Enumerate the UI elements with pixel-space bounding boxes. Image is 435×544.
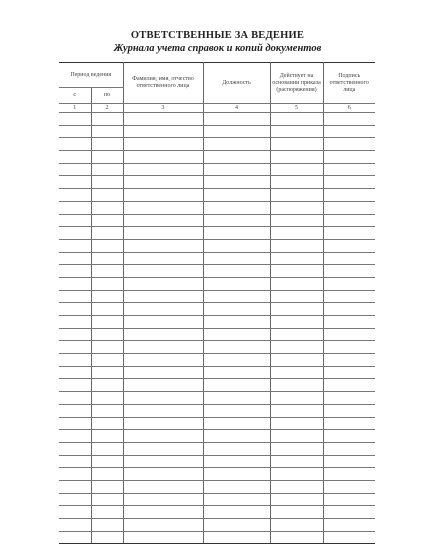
table-cell — [203, 303, 270, 316]
table-row — [59, 506, 375, 519]
table-cell — [123, 506, 203, 519]
table-row — [59, 392, 375, 405]
table-cell — [203, 354, 270, 367]
table-cell — [123, 430, 203, 443]
table-cell — [123, 379, 203, 392]
table-cell — [59, 341, 91, 354]
table-cell — [59, 151, 91, 164]
table-cell — [323, 290, 375, 303]
column-number: 4 — [203, 104, 270, 113]
table-cell — [59, 277, 91, 290]
table-cell — [270, 214, 323, 227]
table-cell — [203, 442, 270, 455]
table-cell — [323, 214, 375, 227]
table-row — [59, 316, 375, 329]
header-period: Период ведения — [59, 63, 123, 88]
table-cell — [123, 277, 203, 290]
table-cell — [203, 316, 270, 329]
table-cell — [270, 354, 323, 367]
table-row — [59, 366, 375, 379]
table-cell — [323, 506, 375, 519]
table-row — [59, 265, 375, 278]
table-cell — [59, 531, 91, 544]
header-position: Должность — [203, 63, 270, 104]
table-cell — [270, 252, 323, 265]
table-cell — [91, 265, 123, 278]
table-cell — [270, 328, 323, 341]
table-row — [59, 227, 375, 240]
table-cell — [323, 239, 375, 252]
table-cell — [59, 189, 91, 202]
table-cell — [270, 151, 323, 164]
table-cell — [59, 430, 91, 443]
table-cell — [323, 531, 375, 544]
table-cell — [59, 303, 91, 316]
table-cell — [203, 493, 270, 506]
table-cell — [91, 151, 123, 164]
table-cell — [59, 328, 91, 341]
table-cell — [123, 265, 203, 278]
table-cell — [123, 189, 203, 202]
table-cell — [203, 328, 270, 341]
table-cell — [59, 201, 91, 214]
table-cell — [323, 455, 375, 468]
table-cell — [59, 506, 91, 519]
table-cell — [270, 341, 323, 354]
table-cell — [91, 214, 123, 227]
table-cell — [91, 176, 123, 189]
header-period-to: по — [91, 88, 123, 104]
table-cell — [323, 265, 375, 278]
table-cell — [323, 227, 375, 240]
table-cell — [91, 239, 123, 252]
table-cell — [270, 176, 323, 189]
table-cell — [203, 468, 270, 481]
table-cell — [91, 328, 123, 341]
column-number: 6 — [323, 104, 375, 113]
table-cell — [203, 455, 270, 468]
table-row — [59, 341, 375, 354]
table-cell — [203, 189, 270, 202]
table-cell — [203, 125, 270, 138]
table-row — [59, 239, 375, 252]
table-cell — [323, 277, 375, 290]
table-row — [59, 113, 375, 126]
table-cell — [91, 519, 123, 532]
table-cell — [123, 519, 203, 532]
table-cell — [323, 341, 375, 354]
table-cell — [203, 290, 270, 303]
table-row — [59, 493, 375, 506]
table-cell — [91, 316, 123, 329]
table-cell — [59, 316, 91, 329]
table-cell — [270, 125, 323, 138]
table-row — [59, 214, 375, 227]
table-cell — [59, 227, 91, 240]
table-cell — [91, 341, 123, 354]
table-cell — [270, 379, 323, 392]
table-cell — [59, 214, 91, 227]
table-cell — [323, 379, 375, 392]
table-cell — [59, 442, 91, 455]
table-row — [59, 176, 375, 189]
table-cell — [270, 277, 323, 290]
table-cell — [323, 176, 375, 189]
table-cell — [91, 252, 123, 265]
table-cell — [270, 430, 323, 443]
table-cell — [323, 252, 375, 265]
table-cell — [270, 201, 323, 214]
table-cell — [203, 430, 270, 443]
table-cell — [59, 366, 91, 379]
table-cell — [270, 138, 323, 151]
table-cell — [123, 151, 203, 164]
table-row — [59, 468, 375, 481]
table-cell — [91, 404, 123, 417]
column-number: 1 — [59, 104, 91, 113]
table-row — [59, 430, 375, 443]
table-row — [59, 480, 375, 493]
table-cell — [270, 239, 323, 252]
table-cell — [123, 328, 203, 341]
table-cell — [203, 265, 270, 278]
table-cell — [203, 176, 270, 189]
table-cell — [123, 290, 203, 303]
table-cell — [270, 531, 323, 544]
table-cell — [323, 480, 375, 493]
table-cell — [59, 113, 91, 126]
table-cell — [91, 290, 123, 303]
table-cell — [323, 366, 375, 379]
table-cell — [91, 227, 123, 240]
table-cell — [91, 354, 123, 367]
table-row — [59, 328, 375, 341]
table-cell — [123, 493, 203, 506]
table-cell — [270, 392, 323, 405]
table-row — [59, 404, 375, 417]
table-cell — [323, 151, 375, 164]
table-cell — [59, 239, 91, 252]
column-number: 5 — [270, 104, 323, 113]
table-cell — [91, 138, 123, 151]
table-cell — [123, 239, 203, 252]
table-cell — [270, 404, 323, 417]
table-cell — [59, 176, 91, 189]
table-cell — [123, 468, 203, 481]
table-cell — [323, 442, 375, 455]
table-cell — [91, 277, 123, 290]
table-row — [59, 163, 375, 176]
table-cell — [203, 417, 270, 430]
table-cell — [91, 125, 123, 138]
table-cell — [91, 113, 123, 126]
table-cell — [59, 480, 91, 493]
table-cell — [123, 125, 203, 138]
column-number: 3 — [123, 104, 203, 113]
table-cell — [123, 404, 203, 417]
table-cell — [270, 290, 323, 303]
table-row — [59, 189, 375, 202]
header-full-name: Фамилия, имя, отчество ответственного лица — [123, 63, 203, 104]
table-cell — [203, 392, 270, 405]
table-cell — [59, 379, 91, 392]
table-cell — [203, 531, 270, 544]
table-cell — [270, 303, 323, 316]
table-cell — [323, 113, 375, 126]
table-row — [59, 125, 375, 138]
table-cell — [123, 531, 203, 544]
table-row — [59, 290, 375, 303]
table-cell — [203, 252, 270, 265]
table-cell — [203, 506, 270, 519]
table-cell — [323, 189, 375, 202]
table-cell — [323, 468, 375, 481]
table-cell — [270, 113, 323, 126]
table-cell — [270, 265, 323, 278]
table-cell — [91, 163, 123, 176]
table-cell — [59, 392, 91, 405]
table-cell — [123, 227, 203, 240]
table-row — [59, 531, 375, 544]
table-cell — [203, 404, 270, 417]
column-number: 2 — [91, 104, 123, 113]
table-cell — [323, 404, 375, 417]
table-cell — [123, 303, 203, 316]
table-cell — [203, 113, 270, 126]
table-cell — [270, 163, 323, 176]
table-cell — [203, 480, 270, 493]
table-cell — [123, 341, 203, 354]
table-cell — [323, 392, 375, 405]
table-row — [59, 455, 375, 468]
table-row — [59, 519, 375, 532]
table-cell — [91, 189, 123, 202]
table-cell — [270, 227, 323, 240]
table-cell — [323, 125, 375, 138]
table-row — [59, 379, 375, 392]
table-cell — [91, 417, 123, 430]
table-row — [59, 151, 375, 164]
table-cell — [203, 214, 270, 227]
table-cell — [203, 163, 270, 176]
table-cell — [323, 430, 375, 443]
column-number-row — [59, 104, 375, 113]
table-cell — [59, 290, 91, 303]
table-cell — [270, 493, 323, 506]
table-cell — [203, 379, 270, 392]
table-cell — [270, 442, 323, 455]
table-cell — [91, 201, 123, 214]
responsible-persons-table — [59, 62, 375, 544]
table-row — [59, 201, 375, 214]
table-cell — [203, 519, 270, 532]
header-period-from: с — [59, 88, 91, 104]
table-cell — [91, 392, 123, 405]
table-cell — [270, 480, 323, 493]
table-cell — [270, 519, 323, 532]
table-cell — [323, 354, 375, 367]
table-row — [59, 303, 375, 316]
table-cell — [323, 519, 375, 532]
table-cell — [323, 163, 375, 176]
table-cell — [59, 455, 91, 468]
table-cell — [123, 201, 203, 214]
table-cell — [203, 201, 270, 214]
table-cell — [203, 277, 270, 290]
table-cell — [91, 366, 123, 379]
table-cell — [91, 430, 123, 443]
document-subtitle: Журнала учета справок и копий документов — [113, 43, 322, 54]
table-cell — [123, 176, 203, 189]
table-cell — [91, 303, 123, 316]
table-cell — [59, 125, 91, 138]
table-cell — [270, 417, 323, 430]
table-cell — [91, 480, 123, 493]
table-row — [59, 252, 375, 265]
table-cell — [59, 138, 91, 151]
table-cell — [323, 201, 375, 214]
table-row — [59, 417, 375, 430]
table-cell — [323, 417, 375, 430]
table-row — [59, 138, 375, 151]
table-cell — [203, 138, 270, 151]
table-cell — [123, 480, 203, 493]
table-cell — [91, 455, 123, 468]
table-cell — [59, 265, 91, 278]
table-cell — [59, 468, 91, 481]
table-cell — [270, 506, 323, 519]
table-cell — [123, 392, 203, 405]
table-cell — [123, 354, 203, 367]
table-cell — [270, 468, 323, 481]
table-cell — [59, 417, 91, 430]
table-cell — [91, 493, 123, 506]
table-cell — [123, 316, 203, 329]
table-cell — [323, 328, 375, 341]
table-body — [59, 113, 375, 544]
table-cell — [59, 163, 91, 176]
table-cell — [91, 506, 123, 519]
table-row — [59, 442, 375, 455]
table-cell — [323, 493, 375, 506]
table-cell — [91, 379, 123, 392]
document-title: ОТВЕТСТВЕННЫЕ ЗА ВЕДЕНИЕ — [130, 30, 305, 41]
table-cell — [123, 455, 203, 468]
table-cell — [203, 227, 270, 240]
table-cell — [123, 442, 203, 455]
table-cell — [270, 316, 323, 329]
table-cell — [59, 493, 91, 506]
table-cell — [123, 113, 203, 126]
table-cell — [203, 366, 270, 379]
table-cell — [270, 366, 323, 379]
table-cell — [323, 303, 375, 316]
table-cell — [123, 366, 203, 379]
table-row — [59, 277, 375, 290]
table-cell — [123, 214, 203, 227]
table-cell — [270, 189, 323, 202]
header-signature: Подпись ответственного лица — [323, 63, 375, 104]
table-cell — [323, 316, 375, 329]
table-cell — [123, 138, 203, 151]
table-cell — [91, 468, 123, 481]
table-cell — [91, 442, 123, 455]
table-cell — [59, 404, 91, 417]
header-basis-order: Действует на основании приказа (распоряжения) — [270, 63, 323, 104]
table-cell — [203, 239, 270, 252]
table-cell — [203, 341, 270, 354]
table-cell — [91, 531, 123, 544]
table-cell — [123, 163, 203, 176]
table-row — [59, 354, 375, 367]
table-cell — [59, 252, 91, 265]
table-cell — [123, 417, 203, 430]
table-cell — [59, 519, 91, 532]
table-cell — [323, 138, 375, 151]
table-cell — [270, 455, 323, 468]
table-cell — [203, 151, 270, 164]
table-cell — [59, 354, 91, 367]
table-cell — [123, 252, 203, 265]
